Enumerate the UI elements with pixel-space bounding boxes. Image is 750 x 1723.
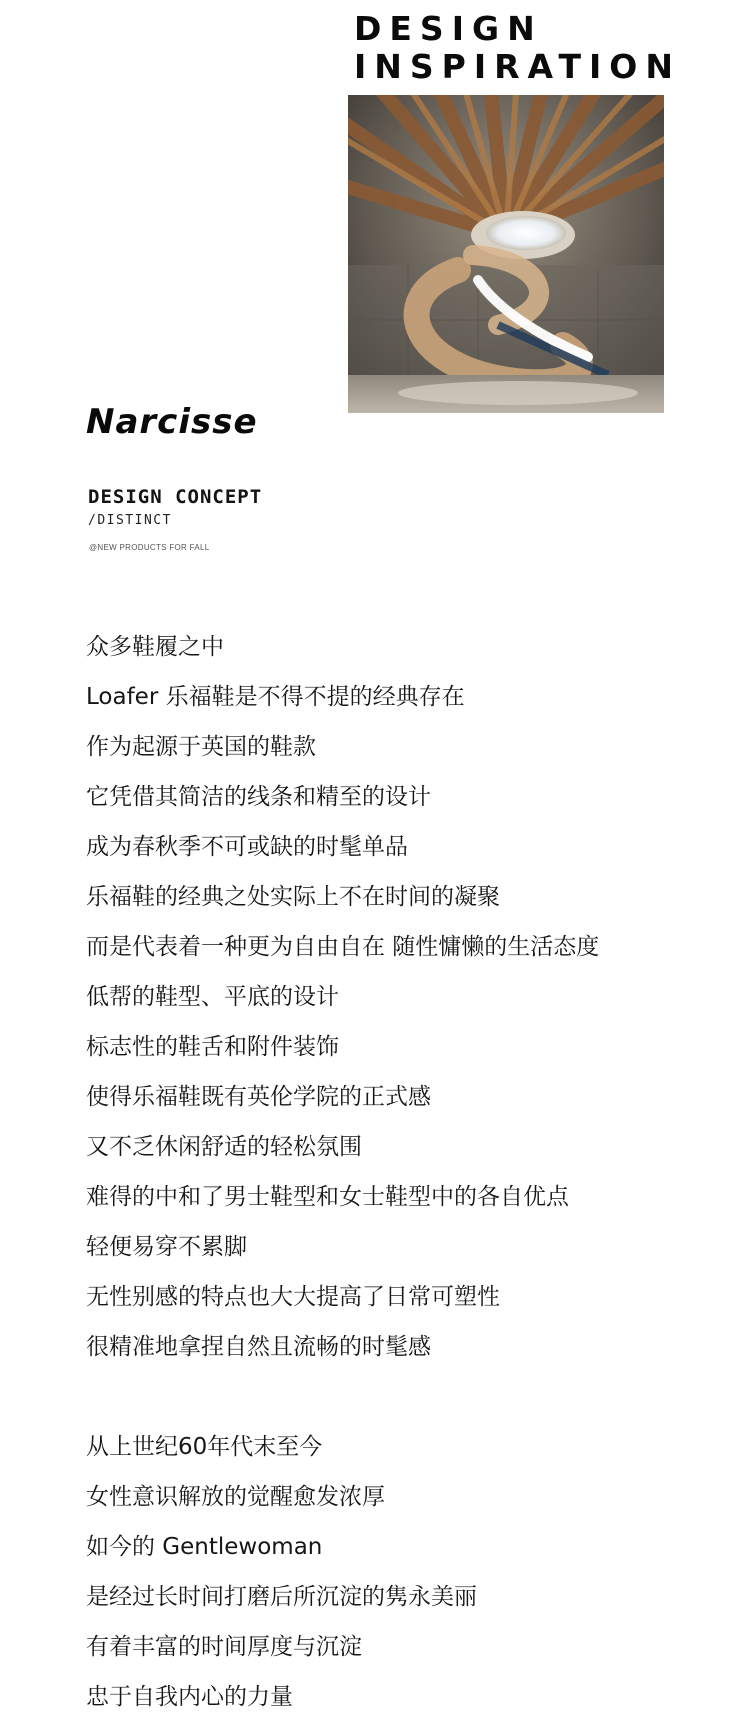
paragraph-1 <box>86 622 726 1372</box>
hero-image <box>348 95 664 413</box>
text-line: 标志性的鞋舌和附件装饰 <box>86 1034 339 1060</box>
text-line: 又不乏休闲舒适的轻松氛围 <box>86 1134 362 1160</box>
text-line: 作为起源于英国的鞋款 <box>86 734 316 760</box>
text-line: 是经过长时间打磨后所沉淀的隽永美丽 <box>86 1584 477 1610</box>
text-line: 无性别感的特点也大大提高了日常可塑性 <box>86 1284 500 1310</box>
text-line: 低帮的鞋型、平底的设计 <box>86 984 339 1010</box>
new-products-caption: @NEW PRODUCTS FOR FALL <box>89 543 210 552</box>
spiral-staircase-illustration <box>348 95 664 413</box>
text-line: 它凭借其简洁的线条和精至的设计 <box>86 784 431 810</box>
text-line: 轻便易穿不累脚 <box>86 1234 247 1260</box>
design-concept-heading: DESIGN CONCEPT <box>88 486 263 508</box>
text-line: 忠于自我内心的力量 <box>86 1684 293 1710</box>
paragraph-2 <box>86 1422 726 1722</box>
title-line-1: DESIGN <box>354 9 543 48</box>
text-line: 众多鞋履之中 <box>86 634 224 660</box>
text-line: 从上世纪60年代末至今 <box>86 1434 323 1460</box>
design-concept-subtitle: /DISTINCT <box>88 513 172 528</box>
article-body <box>86 622 726 1722</box>
brand-logo: Narcisse <box>86 402 258 442</box>
title-line-2: INSPIRATION <box>354 47 681 86</box>
design-inspiration-title <box>354 10 681 86</box>
text-line: 很精准地拿捏自然且流畅的时髦感 <box>86 1334 431 1360</box>
text-line: 而是代表着一种更为自由自在 随性慵懒的生活态度 <box>86 934 600 960</box>
text-line: 难得的中和了男士鞋型和女士鞋型中的各自优点 <box>86 1184 569 1210</box>
text-line: Loafer 乐福鞋是不得不提的经典存在 <box>86 684 465 710</box>
text-line: 有着丰富的时间厚度与沉淀 <box>86 1634 362 1660</box>
text-line: 使得乐福鞋既有英伦学院的正式感 <box>86 1084 431 1110</box>
text-line: 成为春秋季不可或缺的时髦单品 <box>86 834 408 860</box>
text-line: 乐福鞋的经典之处实际上不在时间的凝聚 <box>86 884 500 910</box>
text-line: 如今的 Gentlewoman <box>86 1534 323 1560</box>
text-line: 女性意识解放的觉醒愈发浓厚 <box>86 1484 385 1510</box>
